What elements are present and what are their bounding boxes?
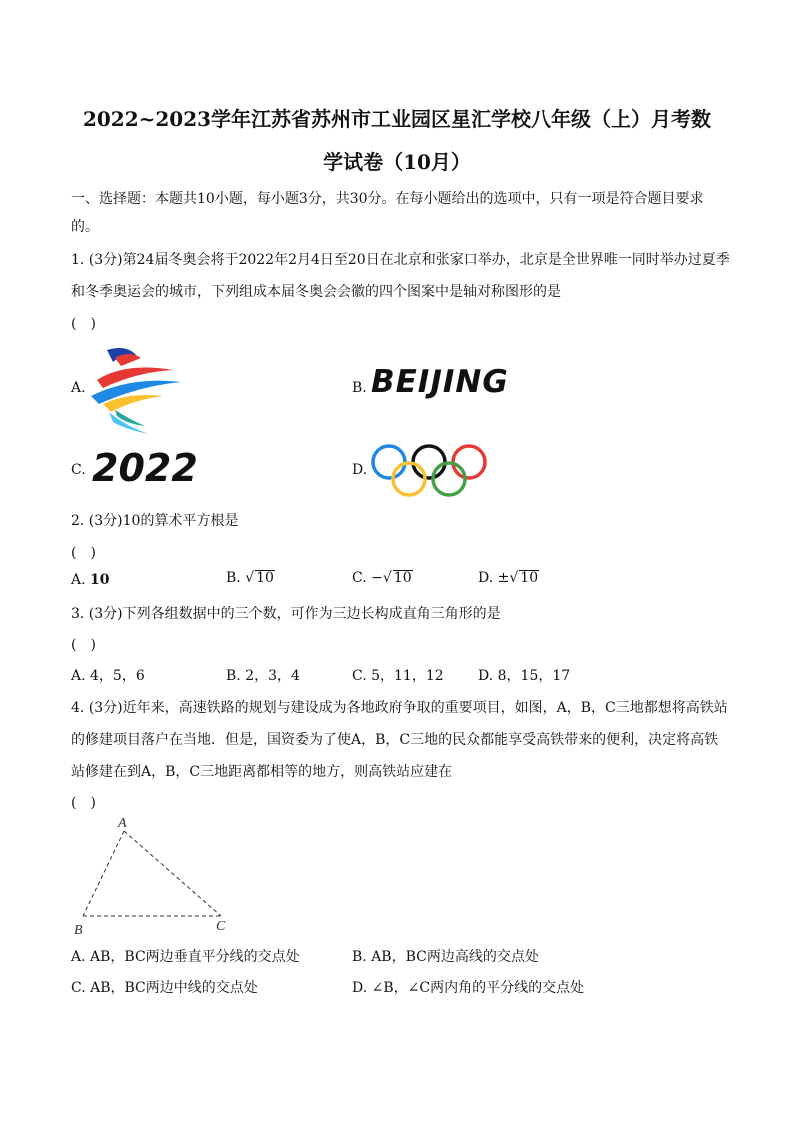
triangle-figure: [68, 812, 238, 938]
q2-option-c-sign: −: [371, 570, 383, 586]
q2-option-d-label: D.: [478, 570, 494, 586]
olympic-ring-2: [413, 446, 445, 478]
q2-option-a-label: A.: [71, 572, 86, 588]
q1-option-c-label: C.: [71, 462, 86, 478]
q2-option-c-label: C.: [352, 570, 367, 586]
q2-option-a-value: 10: [90, 572, 110, 588]
q4-option-c: C. AB，BC两边中线的交点处: [71, 980, 258, 996]
olympic-rings-graphic: [370, 442, 490, 500]
q3-option-a: A. 4，5，6: [71, 668, 145, 684]
vertex-label-c: C: [216, 919, 226, 934]
q2-option-c-radicand: 10: [393, 570, 412, 586]
q4-stem-line2: 的修建项目落户在当地．但是，国资委为了使A，B，C三地的民众都能享受高铁带来的便利，决定将高铁: [71, 732, 719, 748]
section-header-line2: 的。: [71, 219, 99, 235]
doc-title-line2: 学试卷（10月）: [323, 150, 471, 174]
sqrt-symbol: √: [382, 570, 392, 586]
q1-stem-line1: 1. (3分)第24届冬奥会将于2022年2月4日至20日在北京和张家口举办，北京是全世界唯一同时举办过夏季: [71, 252, 730, 268]
triangle-side-ac: [124, 831, 221, 916]
olympic-ring-4: [393, 463, 425, 495]
olympic-ring-1: [373, 446, 405, 478]
q3-answer-paren: ( ): [71, 637, 96, 653]
winter-olympics-emblem-icon: [85, 342, 185, 436]
q4-option-b: B. AB，BC两边高线的交点处: [352, 949, 539, 965]
q3-option-d: D. 8，15，17: [478, 668, 571, 684]
year-2022-logo-text: 2022: [92, 446, 198, 490]
q2-option-d-radicand: 10: [520, 570, 539, 586]
q4-answer-paren: ( ): [71, 795, 96, 811]
q1-option-b-label: B.: [352, 380, 367, 396]
q2-option-b-radicand: 10: [256, 570, 274, 586]
beijing-logo-text: BEIJING: [371, 364, 509, 400]
triangle-side-ab: [83, 831, 124, 916]
q2-option-a: [71, 572, 110, 588]
olympic-ring-5: [433, 463, 465, 495]
q3-option-b: B. 2，3，4: [226, 668, 300, 684]
q2-answer-paren: ( ): [71, 545, 96, 561]
sqrt-symbol: √: [245, 570, 255, 586]
q2-option-c: [352, 570, 413, 586]
vertex-label-a: A: [118, 816, 127, 831]
olympic-rings-icon: [370, 442, 490, 500]
q2-option-b-label: B.: [226, 570, 241, 586]
q4-stem-line1: 4. (3分)近年来，高速铁路的规划与建设成为各地政府争取的重要项目，如图，A，B，C三地都想将高铁站: [71, 700, 728, 716]
q3-option-c: C. 5，11，12: [352, 668, 444, 684]
q2-option-b: [226, 570, 275, 586]
q4-stem-line3: 站修建在到A，B，C三地距离都相等的地方，则高铁站应建在: [71, 764, 453, 780]
q1-answer-paren: ( ): [71, 316, 96, 332]
q1-stem-line2: 和冬季奥运会的城市，下列组成本届冬奥会会徽的四个图案中是轴对称图形的是: [71, 284, 561, 300]
q1-option-d-label: D.: [352, 462, 368, 478]
q4-option-a: A. AB，BC两边垂直平分线的交点处: [71, 949, 300, 965]
olympic-ring-3: [453, 446, 485, 478]
sqrt-symbol: √: [509, 570, 519, 586]
q1-option-a-label: A.: [71, 380, 86, 396]
q4-option-d: D. ∠B，∠C两内角的平分线的交点处: [352, 980, 585, 996]
q2-option-d: [478, 570, 539, 586]
q2-stem: 2. (3分)10的算术平方根是: [71, 513, 239, 529]
doc-title-line1: 2022~2023学年江苏省苏州市工业园区星汇学校八年级（上）月考数: [82, 107, 712, 131]
section-header-line1: 一、选择题：本题共10小题，每小题3分，共30分。在每小题给出的选项中，只有一项是符合题目要求: [71, 191, 704, 207]
vertex-label-b: B: [74, 923, 83, 938]
q3-stem: 3. (3分)下列各组数据中的三个数，可作为三边长构成直角三角形的是: [71, 606, 501, 622]
q2-option-d-sign: ±: [497, 570, 510, 586]
